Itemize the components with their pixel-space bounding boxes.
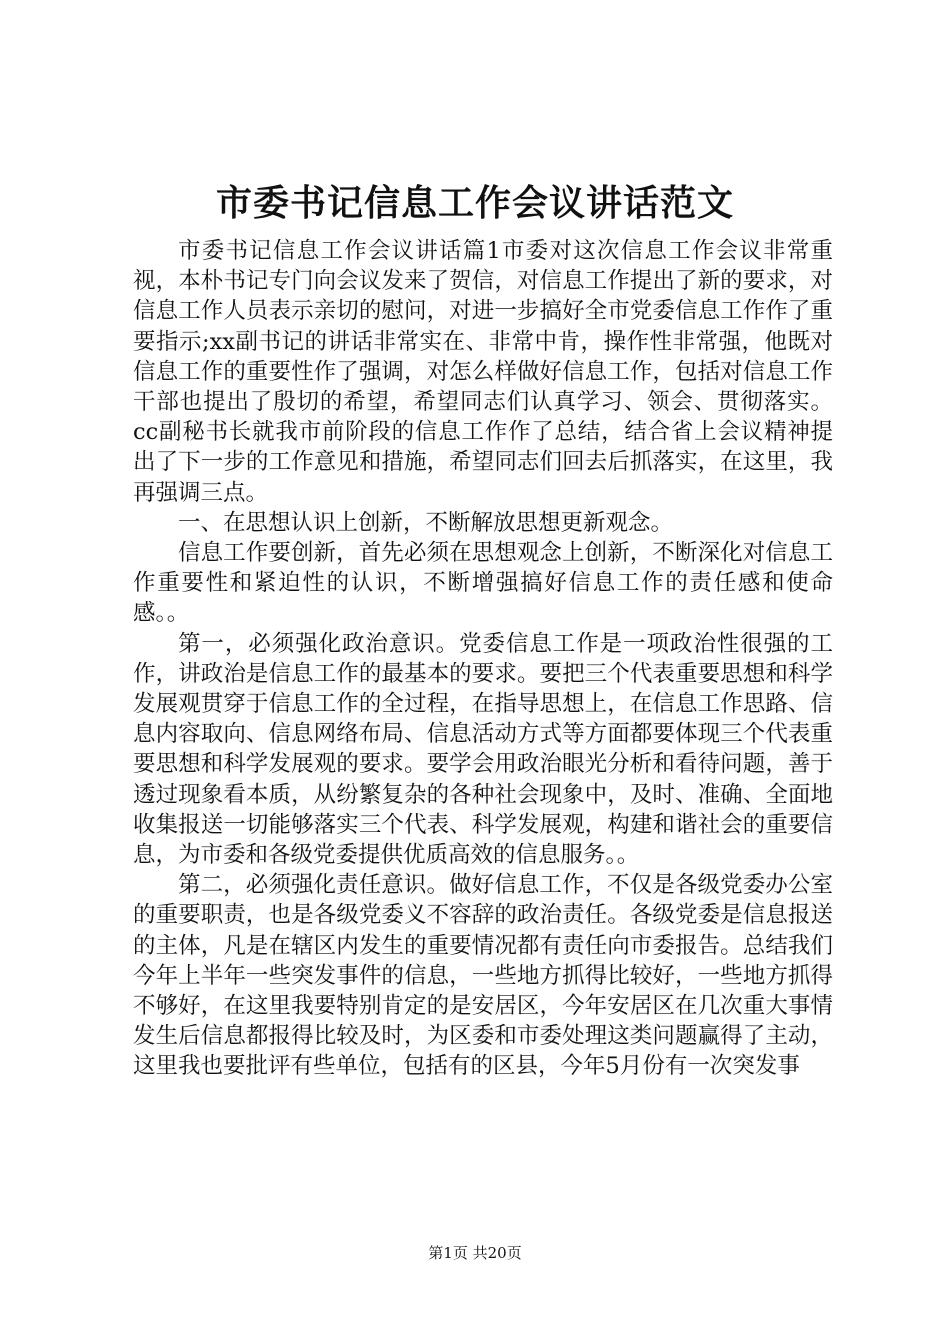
paragraph: 一、在思想认识上创新，不断解放思想更新观念。 [178, 509, 674, 536]
paragraph: 信息工作要创新，首先必须在思想观念上创新，不断深化对信息工作重要性和紧迫性的认识，不断增强搞好信息工作的责任感和使命感。。 [133, 540, 833, 627]
document-title: 市委书记信息工作会议讲话范文 [215, 182, 734, 224]
document-body [133, 236, 833, 1082]
paragraph: 第二，必须强化责任意识。做好信息工作，不仅是各级党委办公室的重要职责，也是各级党委义不容辞的政治责任。各级党委是信息报送的主体，凡是在辖区内发生的重要情况都有责任向市委报告。总结我们今年上半年一些突发事件的信息，一些地方抓得比较好，一些地方抓得不够好，在这里我要特别肯定的是安居区，今年安居区在几次重大事情发生后信息都报得比较及时，为区委和市委处理这类问题赢得了主动，这里我也要批评有些单位，包括有的区县，今年5月份有一次突发事 [133, 872, 833, 1080]
paragraph: 市委书记信息工作会议讲话篇1市委对这次信息工作会议非常重视，本朴书记专门向会议发来了贺信，对信息工作提出了新的要求，对信息工作人员表示亲切的慰问，对进一步搞好全市党委信息工作作了重要指示;xx副书记的讲话非常实在、非常中肯，操作性非常强，他既对信息工作的重要性作了强调，对怎么样做好信息工作，包括对信息工作干部也提出了殷切的希望，希望同志们认真学习、领会、贯彻落实。cc副秘书长就我市前阶段的信息工作作了总结，结合省上会议精神提出了下一步的工作意见和措施，希望同志们回去后抓落实，在这里，我再强调三点。 [133, 238, 833, 506]
page-number-footer: 第1页 共20页 [428, 1244, 522, 1262]
paragraph: 第一，必须强化政治意识。党委信息工作是一项政治性很强的工作，讲政治是信息工作的最基本的要求。要把三个代表重要思想和科学发展观贯穿于信息工作的全过程，在指导思想上，在信息工作思路、信息内容取向、信息网络布局、信息活动方式等方面都要体现三个代表重要思想和科学发展观的要求。要学会用政治眼光分析和看待问题，善于透过现象看本质，从纷繁复杂的各种社会现象中，及时、准确、全面地收集报送一切能够落实三个代表、科学发展观，构建和谐社会的重要信息，为市委和各级党委提供优质高效的信息服务。。 [133, 630, 833, 869]
